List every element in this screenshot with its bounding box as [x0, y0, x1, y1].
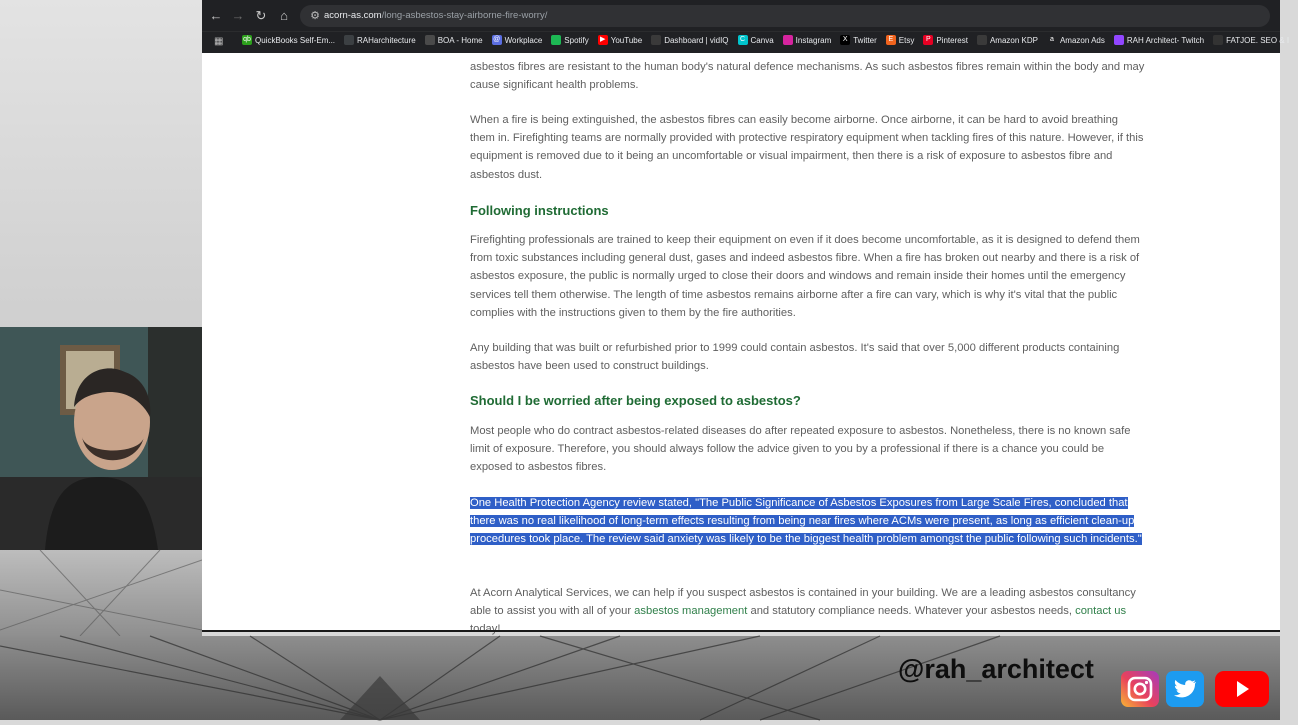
bookmark-item[interactable]: [923, 35, 968, 45]
back-icon[interactable]: ←: [209, 8, 223, 23]
bookmark-item[interactable]: [492, 35, 543, 45]
webcam-feed: [0, 327, 202, 550]
web-page: [202, 53, 1280, 632]
paragraph-hpa-review[interactable]: [470, 494, 1145, 549]
bookmark-item[interactable]: [651, 35, 728, 45]
bookmark-label: Workplace: [504, 35, 543, 45]
paragraph-health-problems: asbestos fibres are resistant to the human body's natural defence mechanisms. As such asbestos fibres remain within the body and may cause significant health problems.: [470, 61, 1145, 92]
bookmark-item[interactable]: [1114, 35, 1204, 45]
bookmark-item[interactable]: [551, 35, 588, 45]
paragraph-buildings: Any building that was built or refurbished prior to 1999 could contain asbestos. It's said that over 5,000 different products containing asbestos have been used to construct buildings.: [470, 342, 1120, 373]
bookmark-label: Amazon KDP: [989, 35, 1038, 45]
url-text[interactable]: [324, 10, 547, 21]
bookmark-item[interactable]: [344, 35, 416, 45]
bookmark-item[interactable]: [783, 35, 832, 45]
social-handle: @rah_architect: [898, 654, 1094, 684]
etsy-icon: E: [886, 35, 896, 45]
bookmark-item[interactable]: [738, 35, 774, 45]
site-info-icon[interactable]: ⚙: [310, 10, 320, 22]
bookmark-label: RAH Architect- Twitch: [1126, 35, 1205, 45]
bookmark-label: YouTube: [610, 35, 643, 45]
vidiq-icon: [651, 35, 661, 45]
bookmark-label: Twitter: [853, 35, 877, 45]
bookmark-label: FATJOE. SEO & I: [1226, 35, 1290, 45]
amazon-icon: a: [1047, 35, 1057, 45]
twitter-icon: [1166, 671, 1204, 707]
bookmark-label: RAHarchitecture: [357, 35, 416, 45]
address-bar[interactable]: [300, 5, 1270, 27]
bookmark-label: Etsy: [898, 35, 915, 45]
acorn-text-a: At Acorn Analytical Services, we can help if you suspect asbestos is contained in your building. We are a leading asbestos consultancy able to assist you with all of your: [470, 587, 1136, 618]
paragraph-firefighting: Firefighting professionals are trained to keep their equipment on even if it does become uncomfortable, as it is designed to defend them from toxic substances including general dust, gases and indeed asbestos fibre. When a fire has broken out nearby and there is a risk of asbestos exposure, the public is normally urged to close their doors and windows and remain inside their homes until the emergency services tell them otherwise. The length of time asbestos remains airborne after a fire can vary, which is why it's vital that the public complies with the instructions given to them by the fire authorities.: [470, 234, 1140, 319]
desktop-background: [0, 0, 202, 327]
twitch-icon: [1114, 35, 1124, 45]
forward-icon[interactable]: →: [231, 8, 245, 23]
bookmark-item[interactable]: [1213, 35, 1289, 45]
bookmark-label: Spotify: [564, 35, 589, 45]
bookmark-item[interactable]: [840, 35, 877, 45]
window-bottom-edge: [202, 630, 1280, 632]
instagram-icon: [783, 35, 793, 45]
contact-us-link[interactable]: contact us: [1075, 605, 1127, 618]
asbestos-management-link[interactable]: asbestos management: [634, 605, 748, 618]
paragraph-airborne: When a fire is being extinguished, the asbestos fibres can easily become airborne. Once airborne, it can be hard to avoid breathing them in. Firefighting teams are normally provided with protective respiratory equipment when tackling fires of this nature. However, if this equipment is removed due to it being an uncomfortable or visual impairment, then there is a risk of exposure to asbestos fibre and asbestos dust.: [470, 114, 1144, 181]
bookmark-label: QuickBooks Self-Em...: [255, 35, 336, 45]
bookmark-label: Canva: [750, 35, 774, 45]
bookmark-item[interactable]: [598, 35, 642, 45]
bookmark-label: Amazon Ads: [1059, 35, 1105, 45]
fatjoe-icon: [1213, 35, 1223, 45]
youtube-icon: ▶: [598, 35, 608, 45]
bookmarks-bar: [202, 31, 1290, 54]
url-domain: acorn-as.com: [324, 10, 382, 21]
acorn-text-b: and statutory compliance needs. Whatever your asbestos needs,: [747, 605, 1076, 618]
bookmark-label: Dashboard | vidIQ: [664, 35, 729, 45]
quickbooks-icon: qb: [243, 36, 251, 43]
bookmark-label: Pinterest: [936, 35, 968, 45]
browser-toolbar: [202, 0, 1280, 31]
x-icon: X: [840, 35, 850, 45]
paragraph-exposure: Most people who do contract asbestos-related diseases do after repeated exposure to asbestos. Nonetheless, there is no known safe limit of exposure. Therefore, you should always follow the advice given to you by a professional if there is a chance you could be exposed to asbestos fibres.: [470, 425, 1131, 474]
pinterest-icon: P: [923, 35, 933, 45]
home-icon[interactable]: ⌂: [280, 8, 288, 23]
desktop-background-lower: [0, 550, 202, 636]
apps-icon[interactable]: ▦: [214, 36, 224, 47]
heading-following-instructions: Following instructions: [470, 203, 609, 218]
spotify-icon: [551, 35, 561, 45]
bookmark-list: [242, 35, 1298, 45]
canva-icon: C: [738, 35, 748, 45]
reload-icon[interactable]: ↻: [255, 8, 267, 23]
bookmark-item[interactable]: [242, 35, 335, 45]
bookmark-item[interactable]: [977, 35, 1038, 45]
bookmark-label: BOA - Home: [437, 35, 483, 45]
heading-worried: Should I be worried after being exposed to asbestos?: [470, 393, 801, 408]
instagram-icon: [1121, 671, 1159, 707]
webcam-person-image: [0, 327, 202, 550]
page-icon: [344, 35, 354, 45]
bookmark-label: Instagram: [795, 35, 832, 45]
workplace-icon: @: [493, 36, 501, 43]
selected-text[interactable]: One Health Protection Agency review stated, "The Public Significance of Asbestos Exposures from Large Scale Fires, concluded that there was no real likelihood of long-term effects resulting from being near fires where ACMs were present, as long as efficient clean-up procedures took place. The review said anxiety was likely to be the biggest health problem amongst the public following such incidents.": [470, 497, 1142, 546]
bookmark-item[interactable]: [1047, 35, 1105, 45]
browser-window: [202, 0, 1290, 632]
bookmark-item[interactable]: [425, 35, 483, 45]
youtube-icon: [1215, 671, 1269, 707]
boa-icon: [425, 35, 435, 45]
url-path: /long-asbestos-stay-airborne-fire-worry/: [381, 10, 548, 21]
bookmark-item[interactable]: [886, 35, 915, 45]
kdp-icon: [977, 35, 987, 45]
